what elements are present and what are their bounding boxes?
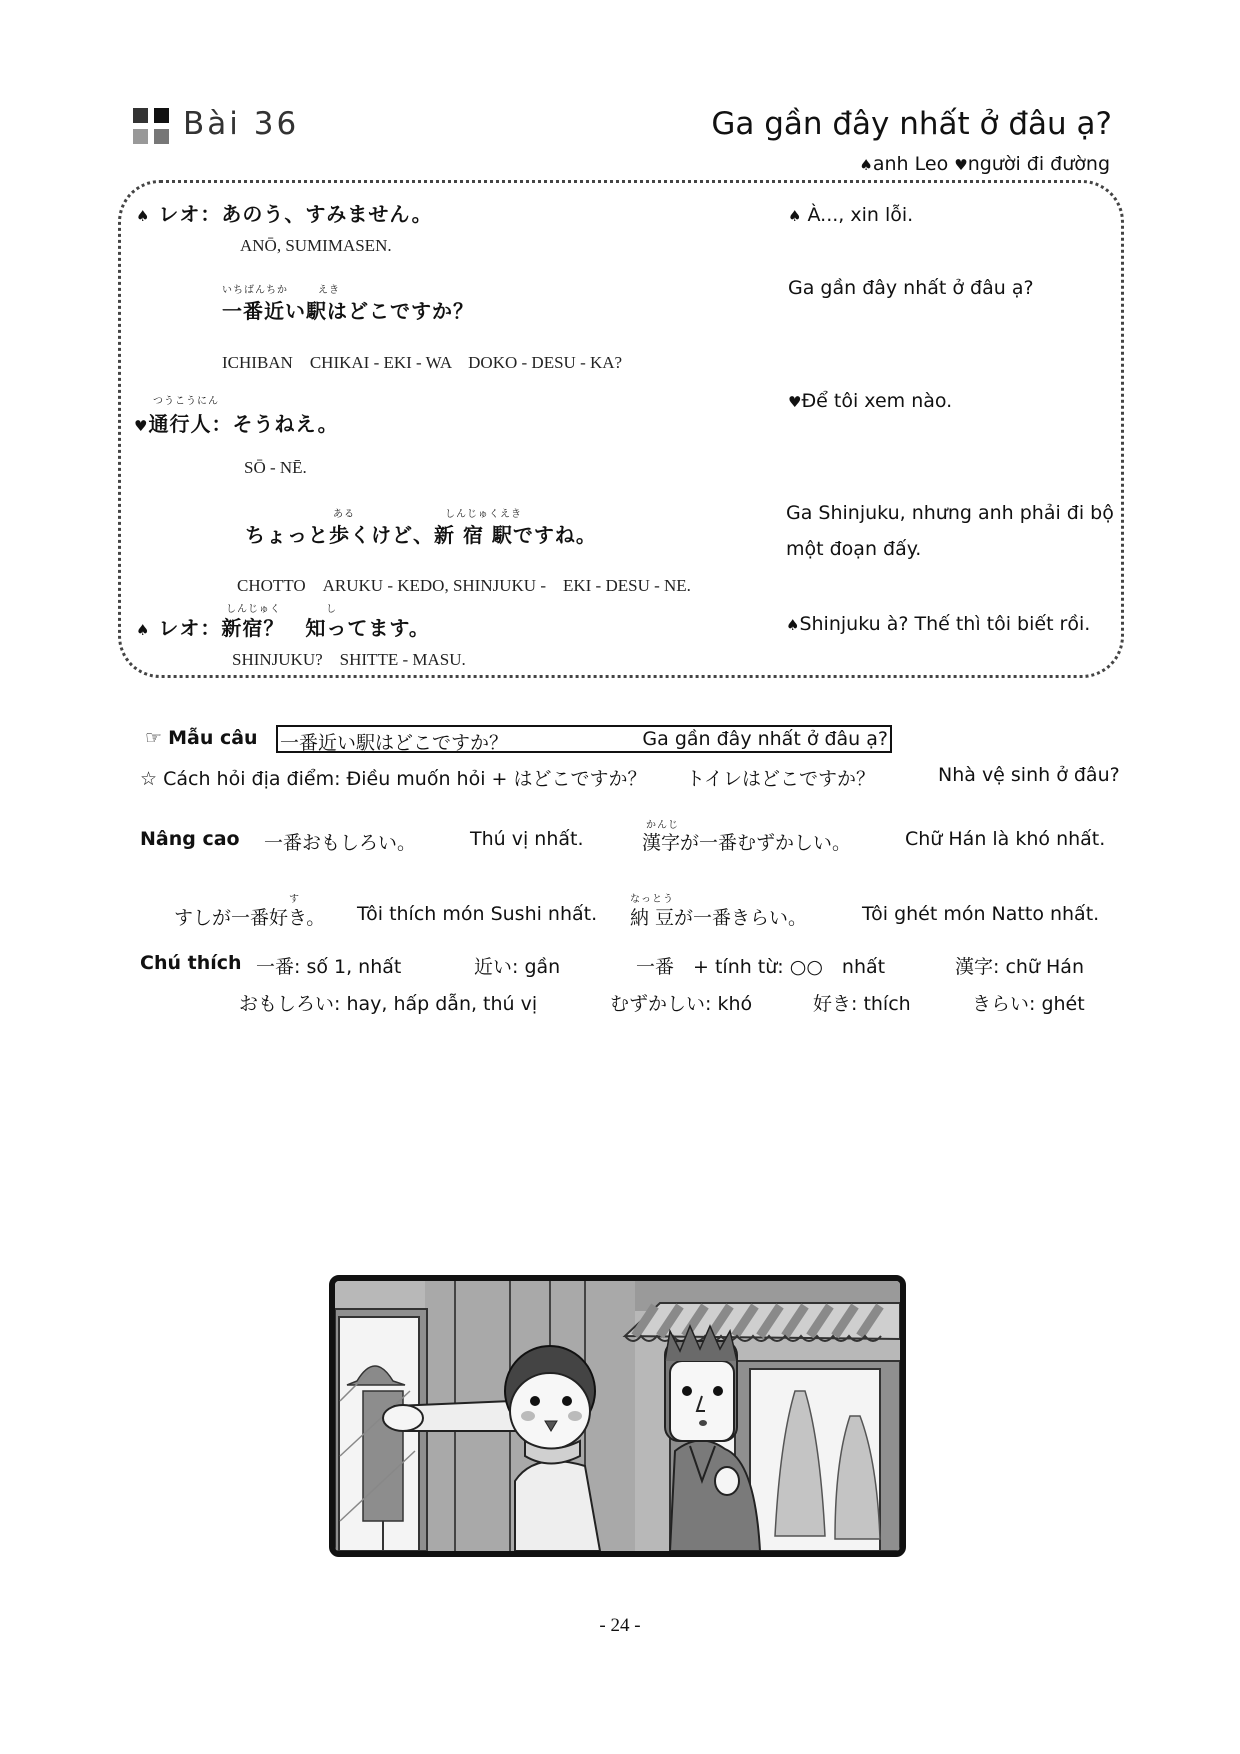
dialogue-line-3 bbox=[134, 408, 339, 437]
dialogue-jp: ちょっと歩くけど、新 宿 駅ですね。 bbox=[245, 523, 597, 547]
pattern-label: Mẫu câu bbox=[168, 727, 258, 749]
spade-icon: ♠ bbox=[859, 156, 873, 174]
pointing-hand-icon: ☞ bbox=[145, 727, 163, 749]
furigana: ある bbox=[333, 509, 355, 520]
dialogue-jp: 新宿？ 知ってます。 bbox=[221, 616, 430, 640]
advanced-item-vi: Chữ Hán là khó nhất. bbox=[905, 828, 1106, 850]
dialogue-line-5 bbox=[136, 612, 430, 641]
furigana: なっとう bbox=[630, 894, 674, 905]
furigana: し bbox=[326, 604, 337, 615]
street-scene-drawing bbox=[335, 1281, 900, 1551]
howto-row bbox=[140, 764, 647, 791]
legend-heart-label: người đi đường bbox=[967, 153, 1110, 175]
dialogue-translation: Ga Shinjuku, nhưng anh phải đi bộ bbox=[786, 502, 1114, 524]
note-item: むずかしい: khó bbox=[610, 993, 753, 1015]
spade-icon: ♠ bbox=[136, 207, 151, 225]
dialogue-romaji: SHINJUKU? SHITTE - MASU. bbox=[232, 650, 466, 669]
page-title: Ga gần đây nhất ở đâu ạ? bbox=[711, 106, 1112, 142]
pattern-row bbox=[145, 727, 258, 749]
translation-text: À..., xin lỗi. bbox=[807, 204, 914, 226]
speaker-leo: レオ： bbox=[158, 616, 222, 640]
note-item: きらい: ghét bbox=[972, 993, 1085, 1015]
dialogue-translation bbox=[786, 613, 1090, 635]
speaker-passerby: 通行人： bbox=[148, 412, 233, 436]
advanced-label: Nâng cao bbox=[140, 828, 240, 850]
translation-text: Để tôi xem nào. bbox=[801, 390, 953, 412]
dialogue-line-1 bbox=[136, 198, 433, 227]
pattern-vi: Ga gần đây nhất ở đâu ạ? bbox=[642, 728, 888, 750]
advanced-item-jp: 一番おもしろい。 bbox=[264, 832, 417, 854]
dialogue-romaji: ANŌ, SUMIMASEN. bbox=[240, 236, 392, 255]
howto-example-vi: Nhà vệ sinh ở đâu? bbox=[938, 764, 1120, 786]
furigana: えき bbox=[318, 285, 340, 296]
dialogue-jp: 一番近い駅はどこですか？ bbox=[222, 299, 474, 323]
dialogue-jp: あのう、すみません。 bbox=[221, 202, 433, 226]
furigana: かんじ bbox=[646, 820, 679, 831]
heart-icon: ♥ bbox=[134, 417, 149, 435]
howto-example-jp: トイレはどこですか？ bbox=[686, 768, 876, 790]
page-number: - 24 - bbox=[599, 1615, 641, 1636]
dialogue-translation bbox=[788, 390, 952, 412]
dialogue-romaji: ICHIBAN CHIKAI - EKI - WA DOKO - DESU - KA? bbox=[222, 353, 623, 372]
dialogue-translation-cont: một đoạn đấy. bbox=[786, 538, 922, 560]
note-item: 漢字: chữ Hán bbox=[955, 956, 1084, 978]
spade-icon: ♠ bbox=[136, 621, 151, 639]
howto-text: Cách hỏi địa điểm: Điều muốn hỏi + bbox=[163, 768, 508, 790]
furigana: しんじゅく bbox=[226, 604, 281, 615]
heart-icon: ♥ bbox=[788, 393, 802, 411]
comic-illustration bbox=[329, 1275, 906, 1557]
note-item: 一番: số 1, nhất bbox=[256, 956, 402, 978]
note-item: 一番 + tính từ: ○○ nhất bbox=[636, 956, 886, 978]
dialogue-translation bbox=[788, 204, 913, 226]
pattern-jp: 一番近い駅はどこですか？ bbox=[280, 732, 509, 754]
lesson-number: Bài 36 bbox=[183, 106, 300, 142]
translation-text: Shinjuku à? Thế thì tôi biết rồi. bbox=[799, 613, 1091, 635]
dialogue-romaji: SŌ - NĒ. bbox=[244, 458, 307, 477]
howto-jp: はどこですか？ bbox=[513, 768, 647, 790]
note-item: おもしろい: hay, hấp dẫn, thú vị bbox=[239, 993, 538, 1015]
speaker-leo: レオ： bbox=[158, 202, 222, 226]
dialogue-translation: Ga gần đây nhất ở đâu ạ? bbox=[788, 277, 1034, 299]
advanced-item-vi: Tôi ghét món Natto nhất. bbox=[862, 903, 1100, 925]
star-icon: ☆ bbox=[140, 768, 158, 790]
advanced-item-jp: すしが一番好き。 bbox=[174, 907, 326, 929]
speaker-legend bbox=[859, 153, 1110, 175]
legend-spade-label: anh Leo bbox=[872, 153, 949, 175]
spade-icon: ♠ bbox=[786, 616, 800, 634]
furigana: す bbox=[289, 894, 300, 905]
dialogue-romaji: CHOTTO ARUKU - KEDO, SHINJUKU - EKI - DESU - NE. bbox=[237, 576, 691, 595]
spade-icon: ♠ bbox=[788, 207, 802, 225]
pattern-box bbox=[276, 725, 892, 753]
advanced-item-jp: 納 豆が一番きらい。 bbox=[630, 907, 808, 929]
advanced-item-jp: 漢字が一番むずかしい。 bbox=[642, 832, 852, 854]
note-item: 好き: thích bbox=[813, 993, 911, 1015]
furigana: つうこうにん bbox=[153, 396, 219, 407]
notes-label: Chú thích bbox=[140, 952, 242, 974]
dialogue-jp: そうねえ。 bbox=[232, 412, 339, 436]
advanced-item-vi: Tôi thích món Sushi nhất. bbox=[357, 903, 598, 925]
note-item: 近い: gần bbox=[474, 956, 561, 978]
advanced-item-vi: Thú vị nhất. bbox=[470, 828, 584, 850]
heart-icon: ♥ bbox=[954, 156, 968, 174]
furigana: しんじゅくえき bbox=[445, 509, 522, 520]
furigana: いちばんちか bbox=[222, 285, 288, 296]
